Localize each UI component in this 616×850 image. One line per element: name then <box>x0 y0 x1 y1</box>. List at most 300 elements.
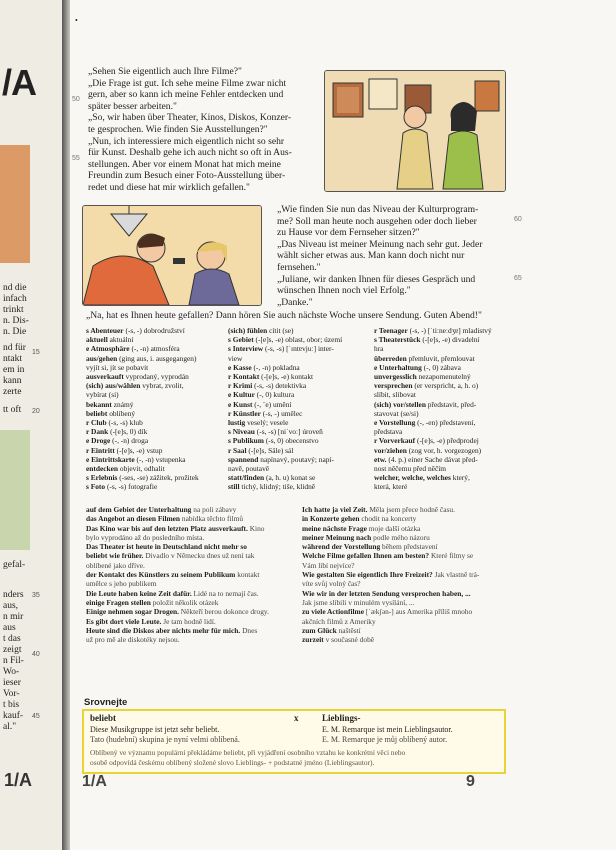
vocabulary-gr: (-[e]s, -e) <box>255 335 284 345</box>
vocabulary-entry <box>86 436 228 445</box>
vocabulary-entry <box>228 409 376 418</box>
vocabulary-entry <box>228 455 376 464</box>
vocabulary-de: aktuell <box>86 335 108 345</box>
vocabulary-entry <box>374 482 516 491</box>
phrase-czech: nabídka těchto filmů <box>181 514 244 524</box>
left-page-text-line: n. Dis- <box>3 316 29 326</box>
left-page-text-line: gefal- <box>3 560 26 570</box>
phrase-german: meine nächste Frage <box>302 523 367 533</box>
left-page-line-number: 35 <box>32 592 40 599</box>
vocabulary-de: ausverkauft <box>86 372 124 382</box>
phrase-czech: víte svůj volný čas? <box>302 579 361 589</box>
vocabulary-entry <box>228 464 376 473</box>
left-page-text-line: aus <box>3 623 16 633</box>
vocabulary-gr: (-s, -s) [ˈɪntɐvjuː] <box>264 344 317 354</box>
dialogue-line: redet und diese hat mir wirklich gefallen." <box>88 181 250 193</box>
phrase-entry <box>86 635 300 644</box>
vocabulary-cz: nezapomenutelný <box>418 372 471 382</box>
left-page-text-line: zeigt <box>3 645 22 655</box>
vocabulary-de: e Kultur <box>228 390 255 400</box>
vocabulary-entry <box>228 473 376 482</box>
vocabulary-cz: zábava <box>440 362 461 372</box>
vocabulary-cz: umělec <box>281 408 303 418</box>
vocabulary-gr: stavovat (se/si) <box>374 408 419 418</box>
phrase-entry <box>302 626 516 635</box>
phrase-german: Heute sind die Diskos aber nichts mehr für mich. <box>86 625 241 635</box>
vocabulary-de: s Abenteuer <box>86 326 124 335</box>
left-page-line-number: 40 <box>32 651 40 658</box>
vocabulary-entry <box>228 482 376 491</box>
vocabulary-gr: (4. p.) <box>388 454 407 464</box>
phrase-entry <box>302 607 516 616</box>
phrase-entry <box>302 589 516 598</box>
dialogue-block-1 <box>88 66 328 194</box>
phrase-entry <box>302 561 516 570</box>
vocabulary-gr: (-[e]s, -e) <box>422 335 451 345</box>
vocabulary-de: lustig <box>228 418 246 428</box>
left-page-text-line: em in <box>3 365 25 375</box>
phrase-german: Welche Filme gefallen Ihnen am besten? <box>302 551 430 561</box>
vocabulary-de: e Vorstellung <box>374 418 416 428</box>
vocabulary-gr: (-s, 0) <box>265 436 284 446</box>
dialogue-line: wählt sicher etwas aus. Man kann doch nicht nur <box>277 250 465 262</box>
vocabulary-entry <box>228 344 376 353</box>
vocabulary-gr: která, které <box>374 482 408 492</box>
dialogue-block-2 <box>277 204 513 308</box>
vocabulary-gr: (-s, -s) <box>254 381 274 391</box>
interview-illustration <box>82 205 262 306</box>
phrase-czech: bylo vyprodáno až do posledního místa. <box>86 532 205 542</box>
phrase-entry <box>302 551 516 560</box>
phrase-entry <box>302 635 516 644</box>
vocabulary-gr: (-s, -) <box>125 326 142 335</box>
vocabulary-entry <box>86 344 228 353</box>
vocabulary-gr: vybírat (si) <box>86 390 119 400</box>
vocabulary-de: (sich) fühlen <box>228 326 268 335</box>
phrase-german: Es gibt dort viele Leute. <box>86 616 162 626</box>
vocabulary-de: (sich) vor/stellen <box>374 399 426 409</box>
phrase-entry <box>86 570 300 579</box>
left-page-text-line: ntakt <box>3 354 22 364</box>
vocabulary-entry <box>86 473 228 482</box>
vocabulary-de: s Publikum <box>228 436 264 446</box>
vocabulary-entry <box>374 446 516 455</box>
vocabulary-de: unvergesslich <box>374 372 417 382</box>
vocabulary-de: s Theaterstück <box>374 335 421 345</box>
vocabulary-gr: (a, h. u) <box>266 473 289 483</box>
vocabulary-de: e Unterhaltung <box>374 362 422 372</box>
left-page-text-line: t das <box>3 634 21 644</box>
dialogue-line: für Kunst. Deshalb gehe ich auch nicht so oft in Aus- <box>88 147 292 159</box>
phrase-entry <box>302 533 516 542</box>
phrase-czech: podle mého názoru <box>373 532 430 542</box>
vocabulary-de: entdecken <box>86 464 119 474</box>
vocabulary-cz: veselý; vesele <box>247 418 289 428</box>
left-page-fragment <box>0 0 62 850</box>
vocabulary-entry <box>86 326 228 335</box>
vocabulary-gr: (-, -n) <box>136 454 154 464</box>
vocabulary-gr: (-s, -) [ˈtiːneːdʒɐ] <box>409 326 461 335</box>
vocabulary-cz: inter- <box>317 344 334 354</box>
srovnejte-right-de: E. M. Remarque ist mein Lieblingsautor. <box>322 725 453 734</box>
vocabulary-entry <box>86 482 228 491</box>
vocabulary-de: versprechen <box>374 381 413 391</box>
vocabulary-gr: (-, -n) <box>131 344 149 354</box>
vocabulary-cz: detektivka <box>275 381 307 391</box>
vocabulary-entry <box>228 400 376 409</box>
vocabulary-entry <box>228 446 376 455</box>
left-page-text-line: kauf- <box>3 711 24 721</box>
vocabulary-entry <box>374 436 516 445</box>
dialogue-line: fernsehen." <box>277 261 321 273</box>
phrase-entry <box>86 505 300 514</box>
phrase-entry <box>86 626 300 635</box>
left-page-text-line: zerte <box>3 387 22 397</box>
srovnejte-left-de: Diese Musikgruppe ist jetzt sehr beliebt. <box>90 725 220 734</box>
vocabulary-cz: tichý, klidný; tiše, klidně <box>241 482 316 492</box>
vocabulary-cz: divadelní <box>452 335 480 345</box>
vocabulary-cz: zážitek, prožitek <box>149 473 199 483</box>
left-page-text-line: Vor- <box>3 689 20 699</box>
srovnejte-left-cz: Tato (hudební) skupina je nyní velmi oblíbená. <box>90 735 240 744</box>
dialogue-line: später besser arbeiten." <box>88 100 177 112</box>
phrase-czech: naštěstí <box>338 625 361 635</box>
vocabulary-de: r Eintritt <box>86 445 115 455</box>
vocabulary-cz: aktuální <box>109 335 134 345</box>
vocabulary-entry <box>228 372 376 381</box>
phrase-czech: Vám líbí nejvíce? <box>302 560 355 570</box>
left-page-text-line: trinkt <box>3 305 24 315</box>
vocabulary-cz: dobrodružství <box>143 326 185 335</box>
vocabulary-de: r Club <box>86 418 107 428</box>
phrase-czech: [ˈækʃən-] aus Amerika příliš mnoho <box>365 607 473 617</box>
phrase-entry <box>86 524 300 533</box>
phrase-czech: v současné době <box>325 635 375 645</box>
vocabulary-entry <box>228 427 376 436</box>
dialogue-line: „Wie finden Sie nun das Niveau der Kulturprogram- <box>277 204 479 215</box>
dialogue-line: wünschen Ihnen noch viel Erfolg." <box>277 285 411 297</box>
dialogue-line: „Nun, ich interessiere mich eigentlich nicht so sehr <box>88 135 285 147</box>
vocabulary-entry <box>86 372 228 381</box>
phrase-czech: moje další otázka <box>368 523 421 533</box>
vocabulary-entry <box>374 418 516 427</box>
phrase-czech: Někteří berou dokonce drogy. <box>180 607 269 617</box>
vocabulary-entry <box>86 409 228 418</box>
vocabulary-cz: mladistvý <box>462 326 492 335</box>
phrase-entry <box>302 514 516 523</box>
phrase-czech: Dnes <box>242 625 258 635</box>
left-page-text-line: aus, <box>3 601 19 611</box>
left-page-text-line: nd für <box>3 343 26 353</box>
vocabulary-entry <box>374 464 516 473</box>
vocabulary-de: überreden <box>374 353 407 363</box>
vocabulary-entry <box>374 372 516 381</box>
vocabulary-cz: cítit (se) <box>269 326 294 335</box>
vocabulary-cz: objevit, odhalit <box>119 464 165 474</box>
vocabulary-de: e Eintrittskarte <box>86 454 135 464</box>
phrase-german: beliebt wie früher. <box>86 551 144 561</box>
vocabulary-entry <box>374 335 516 344</box>
vocabulary-de: welcher, welche, welches <box>374 473 451 483</box>
vocabulary-entry <box>374 363 516 372</box>
phrase-german: einige Fragen stellen <box>86 597 151 607</box>
vocabulary-de: e Atmosphäre <box>86 344 130 354</box>
vocabulary-cz: předprodej <box>446 436 479 446</box>
phrase-german: zum Glück <box>302 625 337 635</box>
phrase-entry <box>302 570 516 579</box>
vocabulary-entry <box>86 335 228 344</box>
phrases-column-2 <box>302 505 516 644</box>
vocabulary-cz: představit, před- <box>427 399 477 409</box>
line-number: 50 <box>72 96 80 103</box>
vocabulary-cz: klub <box>129 418 143 428</box>
vocabulary-gr: (-s, -s) <box>108 418 128 428</box>
phrase-entry <box>302 542 516 551</box>
vocabulary-entry <box>228 381 376 390</box>
vocabulary-gr: navě, poutavě <box>228 464 270 474</box>
phrase-german: Einige nehmen sogar Drogen. <box>86 607 179 617</box>
vocabulary-gr: (zog vor, h. vorgezogen) <box>408 445 482 455</box>
vocabulary-de: r Saal <box>228 445 247 455</box>
vocabulary-de: bekannt <box>86 399 112 409</box>
phrase-german: das Angebot an diesen Filmen <box>86 514 181 524</box>
phrase-entry <box>86 589 300 598</box>
vocabulary-cz: napínavý, poutavý; napí- <box>260 454 334 464</box>
srovnejte-title: Srovnejte <box>84 697 128 708</box>
phrases-column-1 <box>86 505 300 644</box>
vocabulary-cz: vybrat, zvolit, <box>142 381 184 391</box>
dialogue-line: „Juliane, wir danken Ihnen für dieses Gespräch und <box>277 273 476 285</box>
vocabulary-entry <box>86 464 228 473</box>
phrase-czech: na poli zábavy <box>193 505 237 514</box>
vocabulary-entry <box>374 455 516 464</box>
vocabulary-gr: (er verspricht, a, h. o) <box>414 381 479 391</box>
vocabulary-cz: konat se <box>290 473 316 483</box>
vocabulary-gr: (-, -n) <box>253 362 271 372</box>
vocabulary-de: etw. <box>374 454 387 464</box>
phrase-entry <box>86 542 300 551</box>
vocabulary-de: s Foto <box>86 482 106 492</box>
phrase-german: der Kontakt des Künstlers zu seinem Publikum <box>86 570 236 580</box>
vocabulary-entry <box>228 354 376 363</box>
vocabulary-entry <box>374 409 516 418</box>
left-page-text-line: Wo- <box>3 667 20 677</box>
vocabulary-de: statt/finden <box>228 473 265 483</box>
vocabulary-cz: kontakt <box>290 372 314 382</box>
vocabulary-de: (sich) aus/wählen <box>86 381 141 391</box>
vocabulary-entry <box>374 326 516 335</box>
vocabulary-column-2 <box>228 326 376 492</box>
phrase-entry <box>86 514 300 523</box>
vocabulary-de: s Gebiet <box>228 335 254 345</box>
phrase-czech: oblíbené jako dříve. <box>86 560 145 570</box>
phrase-czech: akčních filmů z Ameriky <box>302 616 376 626</box>
vocabulary-cz: představení, <box>439 418 476 428</box>
phrase-entry <box>86 598 300 607</box>
vocabulary-cz: obecenstvo <box>285 436 319 446</box>
left-page-line-number: 45 <box>32 713 40 720</box>
left-page-text-line: infach <box>3 294 27 304</box>
vocabulary-gr: (-, 0) <box>256 390 272 400</box>
vocabulary-cz: vyprodaný, vyprodán <box>125 372 189 382</box>
vocabulary-entry <box>86 381 228 390</box>
phrase-entry <box>302 505 516 514</box>
vocabulary-gr: (-[e]s, -e) <box>261 372 290 382</box>
vocabulary-entry <box>86 455 228 464</box>
dialogue-line: zu Hause vor dem Fernseher sitzen?" <box>277 227 420 239</box>
vocabulary-de: e Droge <box>86 436 111 446</box>
phrase-entry <box>86 533 300 542</box>
vocabulary-cz: přemluvit, přemlouvat <box>408 353 475 363</box>
vocabulary-entry <box>228 390 376 399</box>
vocabulary-gr: (-s, -s) [niˈvoː] <box>256 427 301 437</box>
vocabulary-entry <box>228 335 376 344</box>
page-footer-chapter: 1/A <box>82 773 107 790</box>
vocabulary-gr: (-, -en) <box>417 418 438 428</box>
phrase-czech: Jak jsme slíbili v minulém vysílání, ... <box>302 597 415 607</box>
vocabulary-cz: který, <box>452 473 470 483</box>
vocabulary-gr: view <box>228 353 243 363</box>
phrase-czech: během představení <box>382 542 438 552</box>
vocabulary-cz: vstupenka <box>155 454 186 464</box>
vocabulary-entry <box>374 344 516 353</box>
phrase-czech: chodit na koncerty <box>361 514 417 524</box>
line-number: 55 <box>72 155 80 162</box>
left-illustration <box>0 145 30 263</box>
vocabulary-entry <box>374 390 516 399</box>
vocabulary-gr: hra <box>374 344 384 354</box>
vocabulary-column-3 <box>374 326 516 492</box>
dialogue-line: „Danke." <box>277 296 313 308</box>
phrase-czech: Divadlo v Německu dnes už není tak <box>145 551 255 561</box>
vocabulary-de: e Kasse <box>228 362 252 372</box>
vocabulary-de: s Interview <box>228 344 264 354</box>
dialogue-line: „Die Frage ist gut. Ich sehe meine Filme zwar nicht <box>88 77 287 89</box>
gallery-illustration <box>324 70 506 192</box>
dialogue-line: te gesprochen. Wie finden Sie Ausstellungen?" <box>88 123 268 135</box>
phrase-entry <box>86 551 300 560</box>
left-page-footer: 1/A <box>4 770 33 790</box>
vocabulary-cz: einer Sache dávat před- <box>408 454 478 464</box>
vocabulary-gr: nost něčemu před něčím <box>374 464 447 474</box>
vocabulary-cz: oblíbený <box>109 408 136 418</box>
phrase-czech: umělce s jeho publikem <box>86 579 157 589</box>
srovnejte-left-head: beliebt <box>90 713 116 723</box>
vocabulary-entry <box>228 436 376 445</box>
vocabulary-cz: vstup <box>146 445 163 455</box>
phrase-entry <box>302 524 516 533</box>
phrase-german: Die Leute haben keine Zeit dafür. <box>86 588 192 598</box>
phrase-czech: Které filmy se <box>430 551 474 561</box>
dialogue-line: stellungen. Aber vor einem Monat hat mich meine <box>88 158 281 170</box>
phrase-czech: kontakt <box>237 570 260 580</box>
vocabulary-de: spannend <box>228 454 259 464</box>
vocabulary-de: r Kontakt <box>228 372 260 382</box>
phrase-czech: Lidé na to nemají čas. <box>193 588 259 598</box>
phrase-german: Wie gestalten Sie eigentlich Ihre Freizeit? <box>302 570 433 580</box>
vocabulary-cz: úroveň <box>302 427 323 437</box>
vocabulary-entry <box>86 363 228 372</box>
vocabulary-gr: (-, -n) <box>112 436 130 446</box>
phrase-czech: položit několik otázek <box>152 597 219 607</box>
phrase-german: auf dem Gebiet der Unterhaltung <box>86 505 192 514</box>
srovnejte-note-2: osobě odpovídá českému oblíbený složené slovo Lieblings- + podstatné jméno (Lieblingsautor). <box>90 758 375 767</box>
dialogue-line: me? Soll man heute noch ausgehen oder doch lieber <box>277 215 477 227</box>
phrase-german: Das Kino war bis auf den letzten Platz ausverkauft. <box>86 523 248 533</box>
vocabulary-de: beliebt <box>86 408 108 418</box>
phrase-german: zu viele Actionfilme <box>302 607 364 617</box>
vocabulary-de: s Niveau <box>228 427 255 437</box>
page-number: 9 <box>466 773 475 790</box>
left-page-line-number: 15 <box>32 349 40 356</box>
phrase-german: zurzeit <box>302 635 324 645</box>
vocabulary-entry <box>374 427 516 436</box>
vocabulary-de: still <box>228 482 240 492</box>
left-page-text-line: nd die <box>3 283 27 293</box>
phrase-entry <box>86 617 300 626</box>
vocabulary-gr: (-[e]s, 0) <box>110 427 136 437</box>
vocabulary-gr: (-[e]s, Säle) <box>248 445 284 455</box>
left-page-text-line: n. Die <box>3 327 27 337</box>
vocabulary-gr: (-[e]s, -e) <box>116 445 145 455</box>
book-gutter <box>62 0 70 850</box>
vocabulary-gr: vyjít si, jít se pobavit <box>86 362 149 372</box>
vocabulary-de: r Teenager <box>374 326 408 335</box>
vocabulary-gr: (ging aus, i. ausgegangen) <box>119 353 197 363</box>
phrase-entry <box>302 617 516 626</box>
phrase-entry <box>86 579 300 588</box>
srovnejte-box <box>82 709 506 774</box>
srovnejte-x: x <box>294 713 299 723</box>
vocabulary-gr: (-, 0) <box>423 362 439 372</box>
vocabulary-entry <box>86 390 228 399</box>
vocabulary-cz: sál <box>285 445 294 455</box>
left-page-text-line: n mir <box>3 612 24 622</box>
left-page-text-line: n Fil- <box>3 656 24 666</box>
phrase-czech: už pro mě ale diskotéky nejsou. <box>86 635 180 645</box>
left-page-text-line: ieser <box>3 678 21 688</box>
dialogue-closing: „Na, hat es Ihnen heute gefallen? Dann hören Sie auch nächste Woche unsere Sendung. Guten Abend!" <box>86 310 482 321</box>
vocabulary-entry <box>374 400 516 409</box>
vocabulary-gr: (-, ¨e) <box>254 399 272 409</box>
vocabulary-cz: známý <box>113 399 134 409</box>
left-chapter-label: /A <box>2 62 36 103</box>
left-page-text-line: al." <box>3 722 17 732</box>
srovnejte-note-1: Oblíbený ve významu populární překládáme beliebt, při vyjádření osobního vztahu ke konkrétní věci nebo <box>90 748 406 757</box>
phrase-german: in Konzerte gehen <box>302 514 360 524</box>
dialogue-line: gern, aber so kann ich meine Fehler entdecken und <box>88 89 284 101</box>
vocabulary-entry <box>374 354 516 363</box>
line-number: 65 <box>514 275 522 282</box>
line-number: 60 <box>514 216 522 223</box>
vocabulary-entry <box>86 418 228 427</box>
vocabulary-entry <box>228 418 376 427</box>
vocabulary-cz: umění <box>272 399 292 409</box>
vocabulary-de: r Vorverkauf <box>374 436 416 446</box>
vocabulary-entry <box>86 400 228 409</box>
vocabulary-cz: dík <box>137 427 148 437</box>
phrase-czech: Měla jsem přece hodně času. <box>369 505 455 514</box>
vocabulary-gr: (-s, -) <box>262 408 280 418</box>
vocabulary-de: e Kunst <box>228 399 253 409</box>
phrase-entry <box>86 561 300 570</box>
left-page-text-line: t bis <box>3 700 20 710</box>
vocabulary-entry <box>86 427 228 436</box>
vocabulary-de: r Dank <box>86 427 109 437</box>
vocabulary-gr: (-s, -s) <box>106 482 127 492</box>
vocabulary-gr: slíbit, slibovat <box>374 390 416 400</box>
vocabulary-de: s Erlebnis <box>86 473 118 483</box>
